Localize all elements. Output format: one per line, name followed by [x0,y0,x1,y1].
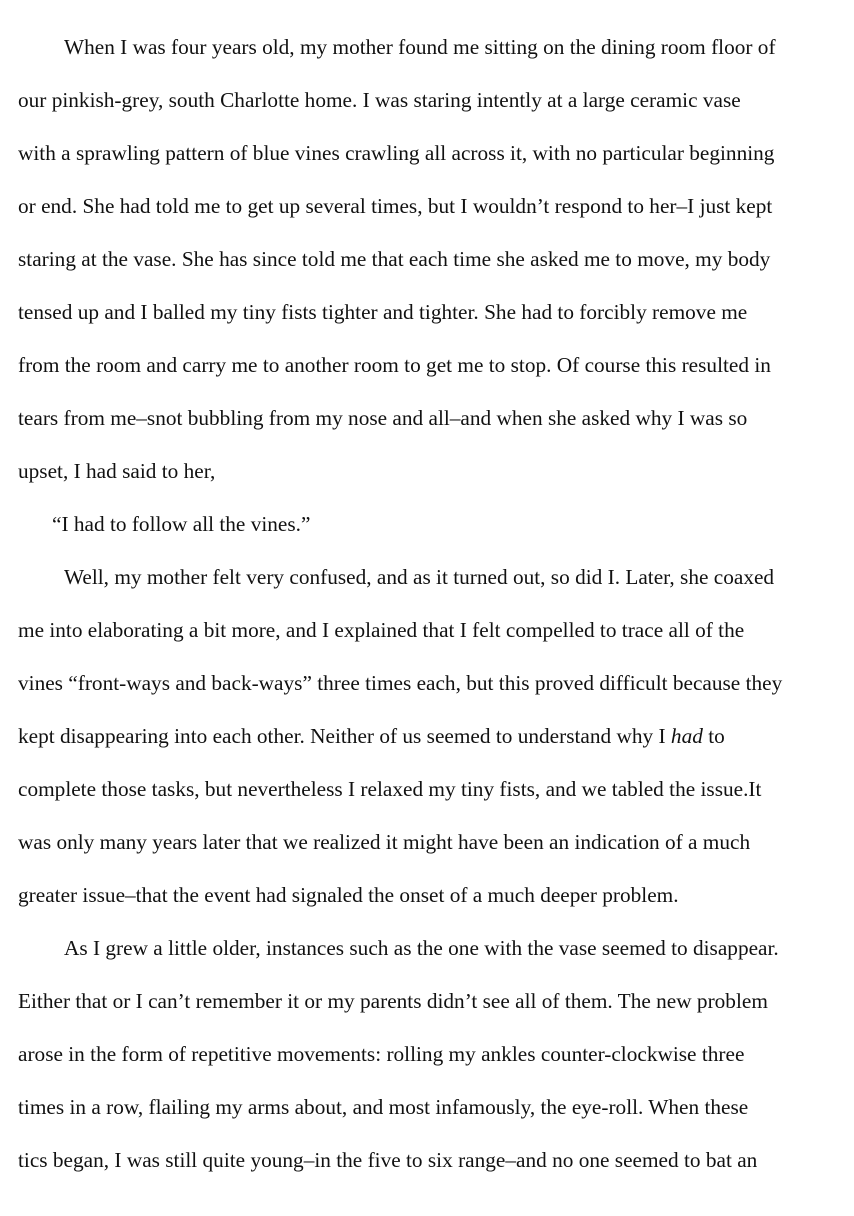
text-line: Well, my mother felt very confused, and as it turned out, so did I. Later, she coaxed [64,565,775,589]
text-line: Either that or I can’t remember it or my parents didn’t see all of them. The new problem [18,989,768,1013]
text-line: our pinkish-grey, south Charlotte home. I was staring intently at a large ceramic vase [18,88,741,112]
text-segment: kept disappearing into each other. Neither of us seemed to understand why I [18,724,671,748]
text-line: When I was four years old, my mother found me sitting on the dining room floor of [64,35,776,59]
text-line-with-italic [18,726,725,747]
text-line: staring at the vase. She has since told me that each time she asked me to move, my body [18,247,771,271]
text-segment: to [702,724,725,748]
quote-line: “I had to follow all the vines.” [52,512,311,536]
text-line: arose in the form of repetitive movements: rolling my ankles counter-clockwise three [18,1042,745,1066]
text-line: me into elaborating a bit more, and I explained that I felt compelled to trace all of the [18,618,745,642]
text-line: tensed up and I balled my tiny fists tighter and tighter. She had to forcibly remove me [18,300,748,324]
italic-word: had [670,724,703,748]
text-line: with a sprawling pattern of blue vines crawling all across it, with no particular beginning [18,141,775,165]
text-line: vines “front-ways and back-ways” three times each, but this proved difficult because they [18,671,783,695]
text-line: was only many years later that we realized it might have been an indication of a much [18,830,751,854]
text-line: times in a row, flailing my arms about, and most infamously, the eye-roll. When these [18,1095,749,1119]
text-line: greater issue–that the event had signaled the onset of a much deeper problem. [18,883,679,907]
text-line: tears from me–snot bubbling from my nose and all–and when she asked why I was so [18,406,748,430]
text-line: upset, I had said to her, [18,459,216,483]
text-line: from the room and carry me to another room to get me to stop. Of course this resulted in [18,353,771,377]
text-line: tics began, I was still quite young–in the five to six range–and no one seemed to bat an [18,1148,758,1172]
text-line: As I grew a little older, instances such as the one with the vase seemed to disappear. [64,936,779,960]
text-line: complete those tasks, but nevertheless I relaxed my tiny fists, and we tabled the issue.It [18,777,762,801]
text-line: or end. She had told me to get up several times, but I wouldn’t respond to her–I just kept [18,194,773,218]
